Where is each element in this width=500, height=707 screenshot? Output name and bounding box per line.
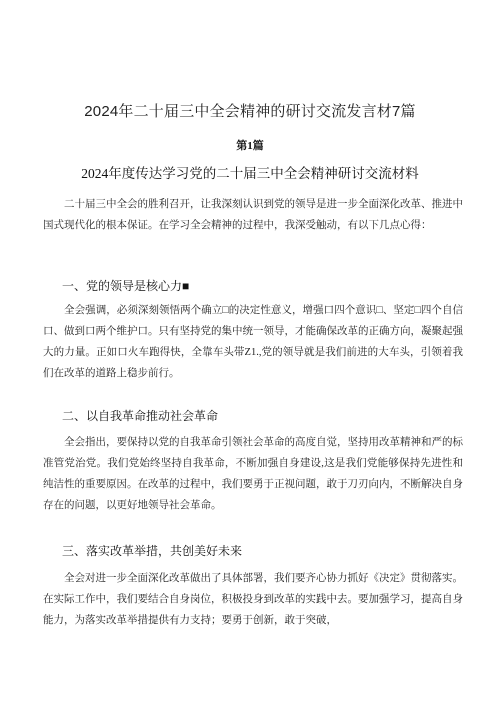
intro-paragraph (43, 194, 463, 236)
part-label: 第1篇 (236, 140, 264, 152)
document-subtitle: 2024年度传达学习党的二十届三中全会精神研讨交流材料 (81, 166, 419, 181)
section-text-3: 全会对进一步全面深化改革做出了具体部署，我们要齐心协力抓好《决定》贯彻落实。在实际工作中，我们要结合自身岗位，积极投身到改革的实践中去。要加强学习，提高自身能力，为落实改革举措提供有力支持；要勇于创新，敢于突破， (43, 573, 463, 626)
document-title: 2024年二十届三中全会精神的研讨交流发言材7篇 (84, 103, 416, 120)
section-heading-1: 一、党的领导是核心力■ (62, 279, 190, 293)
section-heading-3: 三、落实改革举措，共创美好未来 (62, 544, 243, 558)
section-body-2 (43, 432, 463, 516)
section-body-3 (43, 568, 463, 631)
section-heading-2: 二、以自我革命推动社会革命 (62, 409, 219, 423)
section-body-1 (43, 300, 463, 384)
section-text-2: 全会指出，要保持以党的自我革命引领社会革命的高度自觉，坚持用改革精神和严的标准管党治党。我们党始终坚持自我革命，不断加强自身建设,这是我们党能够保持先进性和纯洁性的重要原因。在改革的过程中，我们要勇于正视问题，敢于刀刃向内，不断解决自身存在的问题，以更好地领导社会革命。 (43, 437, 463, 511)
section-text-1: 全会强调，必须深刻领悟两个确立□的决定性意义，增强口四个意识□、坚定□四个自信口、做到口两个维护口。只有坚持党的集中统一领导，才能确保改革的正确方向，凝聚起强大的力量。正如口火车跑得快，全靠车头带Z1.,党的领导就是我们前进的大车头，引领着我们在改革的道路上稳步前行。 (43, 305, 463, 379)
intro-text: 二十届三中全会的胜利召开，让我深刻认识到党的领导是进一步全面深化改革、推进中国式现代化的根本保证。在学习全会精神的过程中，我深受触动，有以下几点心得： (43, 199, 463, 231)
